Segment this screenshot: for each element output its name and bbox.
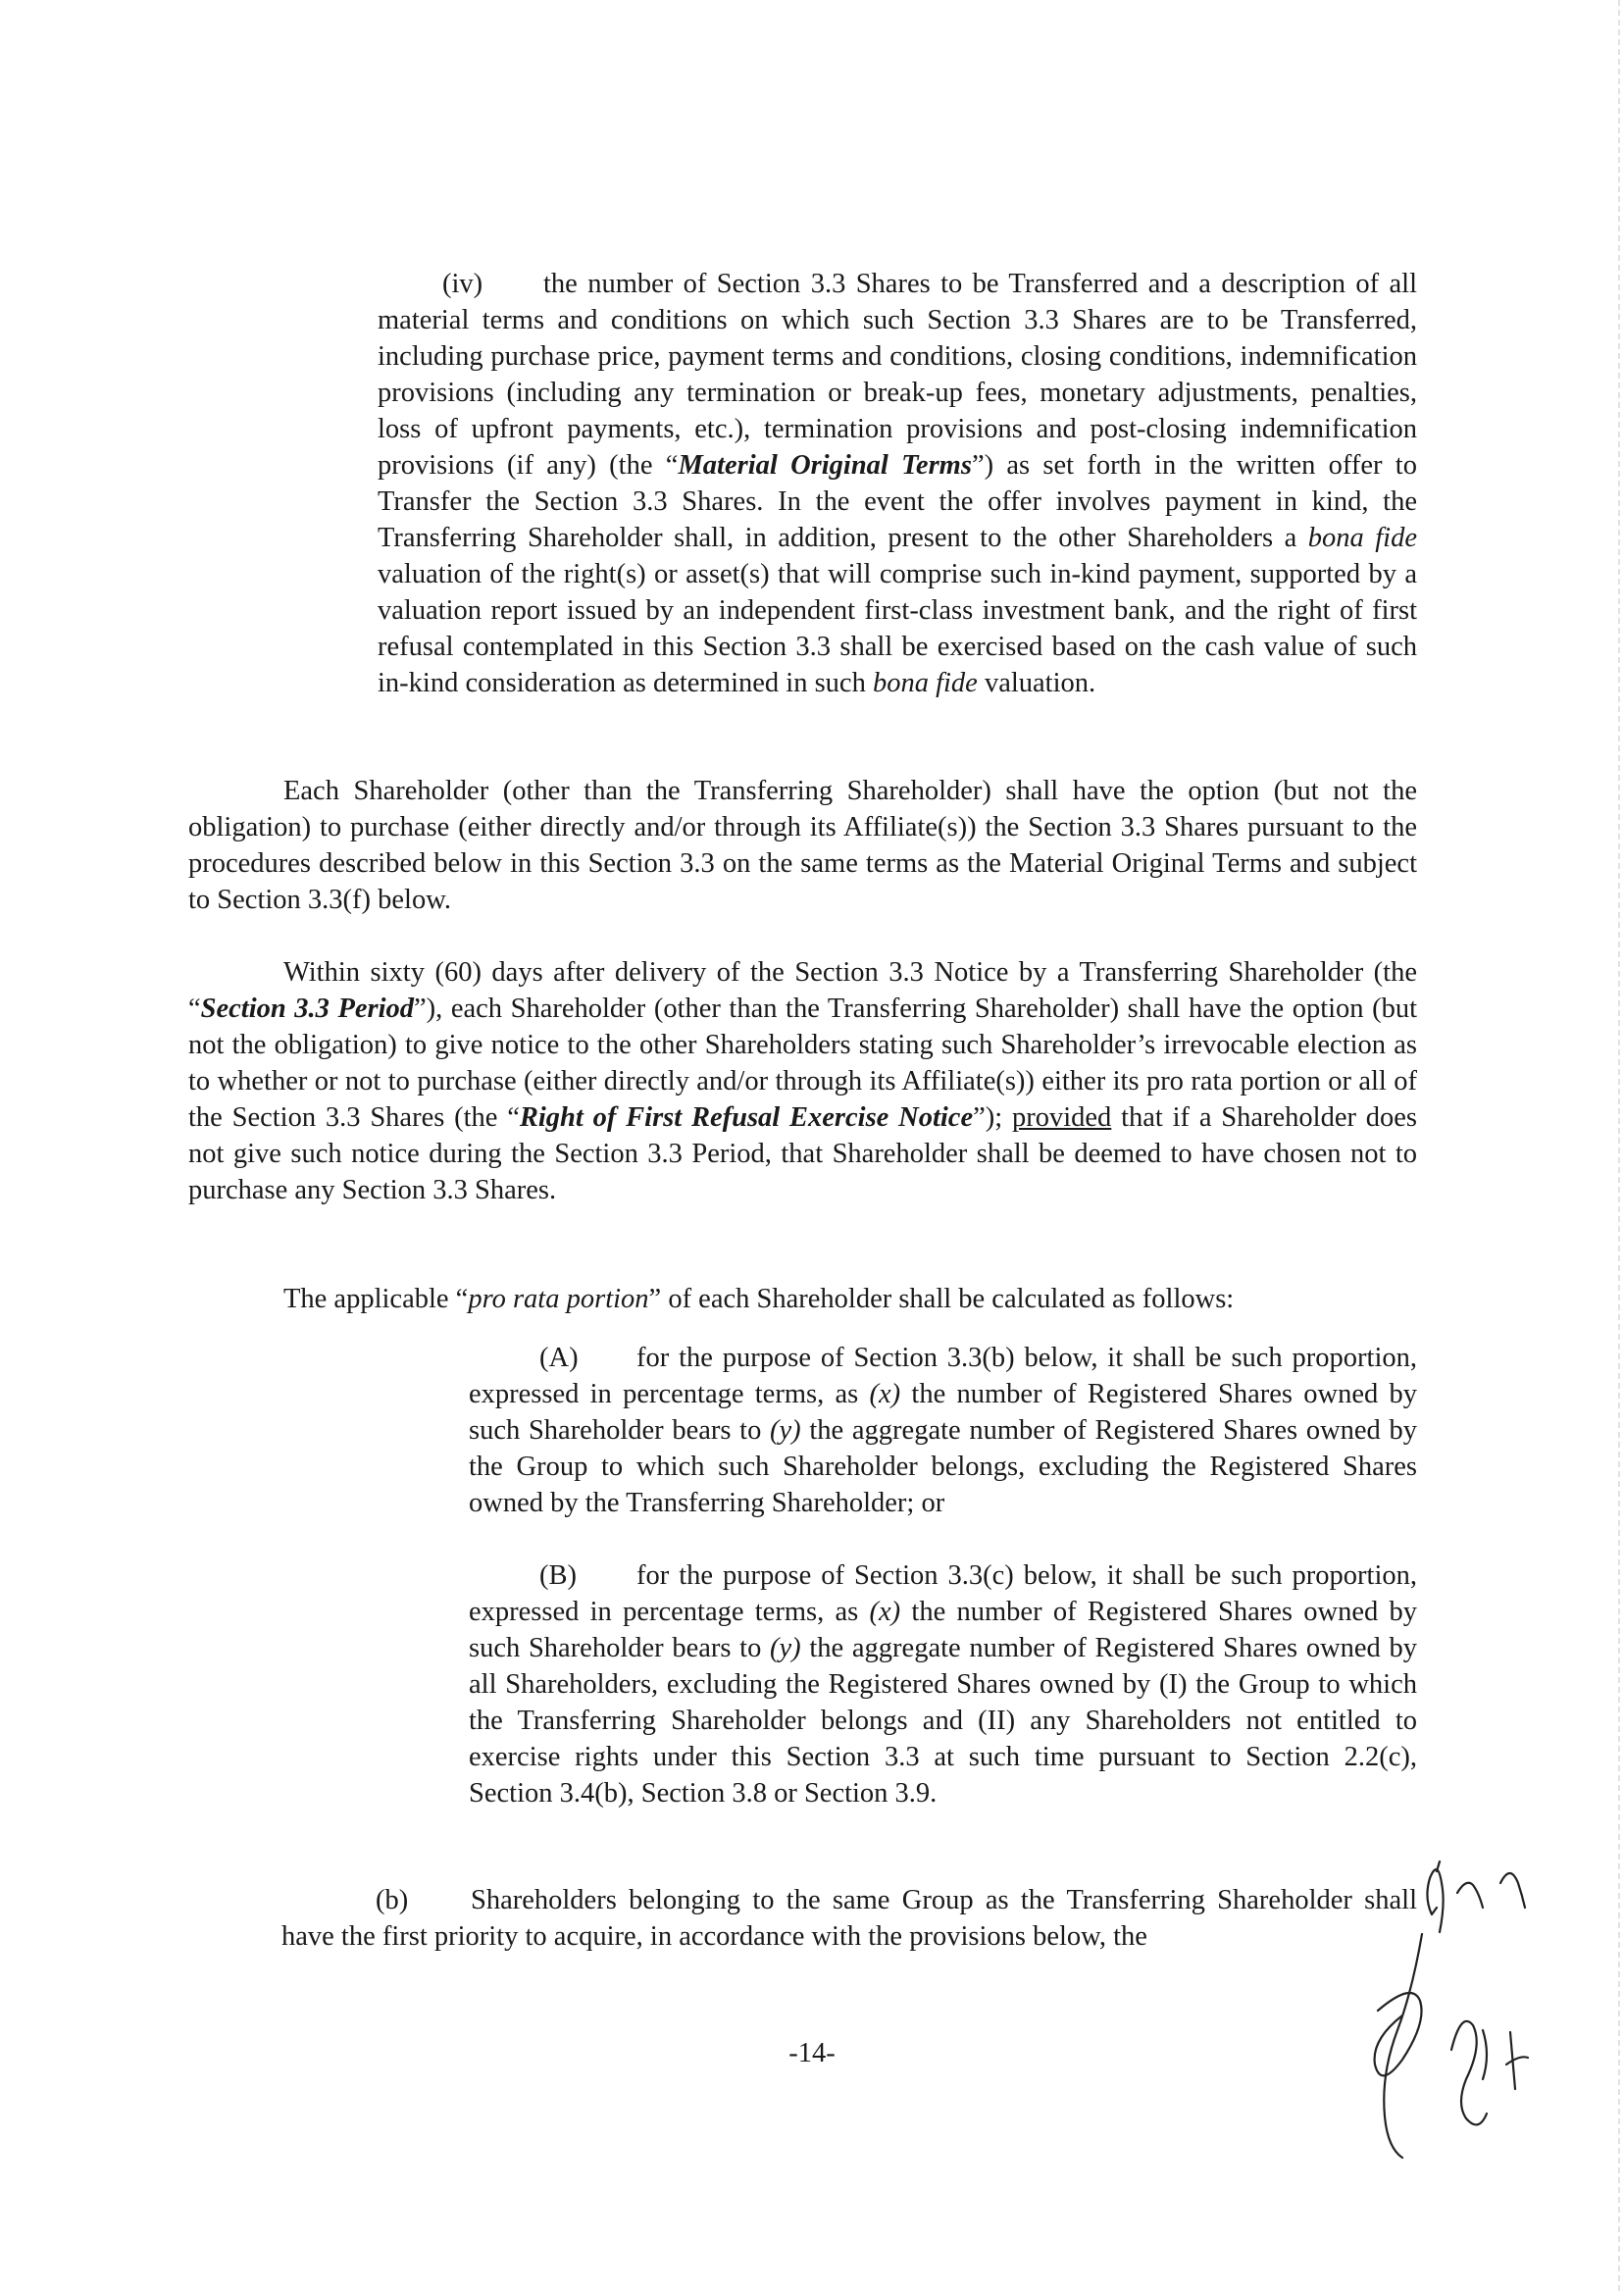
paragraph-text: ” of each Shareholder shall be calculated as follows: [648,1284,1235,1314]
initial-stroke [1384,1934,1422,2158]
subparagraph-b [281,1882,1417,1955]
subparagraph-B [469,1557,1417,1811]
handwritten-initials [1265,1854,1559,2177]
paragraph-text: ”); [973,1102,1012,1133]
subparagraph-iv-text: valuation. [977,668,1096,698]
subparagraph-B-text: for the purpose of Section 3.3(c) below, it shall be such proportion, expressed in percentage terms, as [469,1560,1417,1627]
initial-stroke [1483,2030,1487,2079]
italic-bona-fide: bona fide [872,668,978,698]
italic-bona-fide: bona fide [1307,523,1417,553]
subparagraph-b-label: (b) [376,1885,409,1915]
underlined-provided: provided [1011,1102,1112,1133]
initial-stroke [1427,1869,1443,1932]
subparagraph-A-label: (A) [539,1343,579,1373]
subparagraph-b-text: Shareholders belonging to the same Group as the Transferring Shareholder shall have the first priority to acquire, in accordance with the provisions below, the [281,1885,1417,1952]
defined-term-rofr-exercise-notice: Right of First Refusal Exercise Notice [519,1102,974,1133]
subparagraph-B-text: the aggregate number of Registered Shares owned by all Shareholders, excluding the Registered Shares owned by (I) the Group to which the Transferring Shareholder belongs and (II) any Shareholders not entitled to exercise rights under this Section 3.3 at such time pursuant to Section 2.2(c), Section 3.4(b), Section 3.8 or Section 3.9. [469,1633,1417,1809]
subparagraph-iv-label: (iv) [442,269,483,299]
subparagraph-A-text: for the purpose of Section 3.3(b) below, it shall be such proportion, expressed in percentage terms, as [469,1343,1417,1409]
defined-term-material-original-terms: Material Original Terms [678,450,972,481]
paragraph-text: Within sixty (60) days after delivery of the Section 3.3 Notice by a Transferring Shareholder (the “ [188,957,1417,1024]
initial-stroke [1457,1883,1483,1908]
paragraph-purchase-option [188,773,1417,918]
subparagraph-iv-text: the number of Section 3.3 Shares to be Transferred and a description of all material terms and conditions on which such Section 3.3 Shares are to be Transferred, including purchase price, payment terms and conditions, closing conditions, indemnification provisions (including any termination or break-up fees, monetary adjustments, penalties, loss of upfront payments, etc.), termination provisions and post-closing indemnification provisions (if any) (the “ [378,269,1417,481]
subparagraph-A-text: the aggregate number of Registered Shares owned by the Group to which such Shareholder belongs, excluding the Registered Shares owned by the Transferring Shareholder; or [469,1415,1417,1518]
italic-x: (x) [869,1597,901,1627]
initial-stroke [1500,1873,1525,1908]
defined-term-pro-rata-portion: pro rata portion [468,1284,649,1314]
paragraph-section-3-3-period [188,954,1417,1208]
subparagraph-iv [378,266,1417,701]
italic-y: (y) [770,1415,801,1446]
italic-x: (x) [869,1379,901,1409]
scan-edge [1618,0,1620,2294]
page-number: -14- [788,2038,836,2068]
paragraph-purchase-option-text: Each Shareholder (other than the Transferring Shareholder) shall have the option (but not the obligation) to purchase (either directly and/or through its Affiliate(s)) the Section 3.3 Shares pursuant to the procedures described below in this Section 3.3 on the same terms as the Material Original Terms and subject to Section 3.3(f) below. [188,776,1417,915]
subparagraph-B-label: (B) [539,1560,577,1591]
paragraph-text: that if a Shareholder does not give such notice during the Section 3.3 Period, that Shareholder shall be deemed to have chosen not to purchase any Section 3.3 Shares. [188,1102,1418,1205]
paragraph-pro-rata-intro [188,1281,1417,1317]
subparagraph-A [469,1340,1417,1521]
initial-stroke [1506,2057,1528,2065]
subparagraph-A-text: the number of Registered Shares owned by such Shareholder bears to [469,1379,1417,1446]
defined-term-section-3-3-period: Section 3.3 Period [200,994,415,1024]
initial-stroke [1375,1993,1422,2075]
italic-y: (y) [770,1633,801,1663]
subparagraph-iv-text: ”) as set forth in the written offer to Transfer the Section 3.3 Shares. In the event the offer involves payment in kind, the Transferring Shareholder shall, in addition, present to the other Shareholders a [378,450,1417,553]
initial-stroke [1451,2021,1487,2125]
paragraph-text: ”), each Shareholder (other than the Transferring Shareholder) shall have the option (but not the obligation) to give notice to the other Shareholders stating such Shareholder’s irrevocable election as to whether or not to purchase (either directly and/or through its Affiliate(s)) either its pro rata portion or all of the Section 3.3 Shares (the “ [188,994,1417,1133]
subparagraph-B-text: the number of Registered Shares owned by such Shareholder bears to [469,1597,1417,1663]
subparagraph-iv-text: valuation of the right(s) or asset(s) that will comprise such in-kind payment, supported by a valuation report issued by an independent first-class investment bank, and the right of first refusal contemplated in this Section 3.3 shall be exercised based on the cash value of such in-kind consideration as determined in such [378,559,1417,698]
paragraph-text: The applicable “ [283,1284,469,1314]
